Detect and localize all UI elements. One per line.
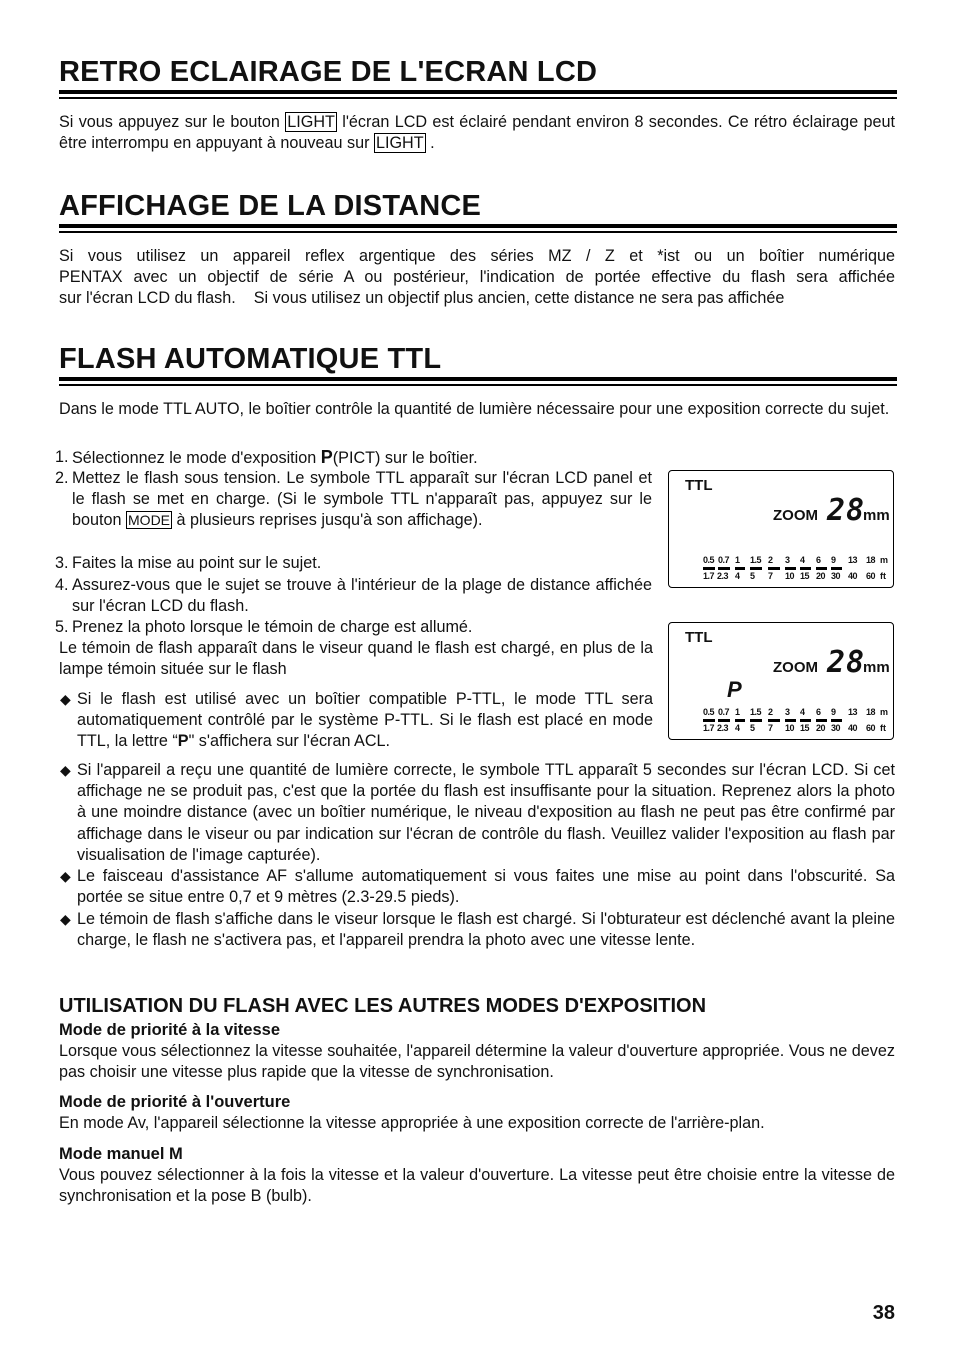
lcd-focal-length: 28 <box>827 645 866 680</box>
charge-note: Le témoin de flash apparaît dans le viseur quand le flash est chargé, en plus de la lampe témoin située sur le flash <box>59 639 653 679</box>
lcd-range-segment <box>768 567 780 570</box>
diamond-bullet-icon: ◆ <box>60 868 71 884</box>
lcd-scale-value: 20 <box>816 723 826 733</box>
lcd-scale-value: 1.5 <box>750 555 762 565</box>
distance-line-3: sur l'écran LCD du flash. Si vous utilisez un objectif plus ancien, cette distance ne sera pas affichée <box>59 289 785 307</box>
light-button-label: LIGHT <box>375 134 424 153</box>
lcd-scale-value: 10 <box>785 723 795 733</box>
light-button-label: LIGHT <box>287 113 335 131</box>
lcd-mm-unit: mm <box>863 507 890 524</box>
title-rule <box>59 231 897 233</box>
lcd-scale-value: 60 <box>866 723 876 733</box>
lcd-range-segment <box>831 719 842 722</box>
step-5: Prenez la photo lorsque le témoin de charge est allumé. <box>72 618 473 636</box>
lcd-range-segment <box>800 567 811 570</box>
lcd-scale-value: 4 <box>800 555 805 565</box>
lcd-scale-value: 0.5 <box>703 555 715 565</box>
lcd-scale-value: 5 <box>750 723 755 733</box>
step-3: Faites la mise au point sur le sujet. <box>72 554 322 572</box>
program-mode-symbol: P <box>320 447 333 467</box>
diamond-bullet-icon: ◆ <box>60 911 71 927</box>
mode-heading-manual: Mode manuel M <box>59 1145 183 1163</box>
step-number: 2. <box>55 469 69 487</box>
lcd-scale-value: 9 <box>831 707 836 717</box>
lcd-zoom-label: ZOOM <box>773 507 818 524</box>
step-1: Sélectionnez le mode d'exposition P(PICT) sur le boîtier. <box>72 447 478 467</box>
lcd-scale-value: 1.5 <box>750 707 762 717</box>
lcd-ttl-indicator: TTL <box>685 629 713 646</box>
step-number: 3. <box>55 554 69 572</box>
step-number: 5. <box>55 618 69 636</box>
lcd-scale-value: 30 <box>831 571 841 581</box>
bullet-pttl: Si le flash est utilisé avec un boîtier compatible P-TTL, le mode TTL sera automatiquement contrôlé par le système P-TTL. Si le flash est placé en mode TTL, la lettre “P" s'affichera sur l'écran ACL. <box>77 690 653 751</box>
lcd-ttl-indicator: TTL <box>685 477 713 494</box>
step-number: 4. <box>55 576 69 594</box>
mode-text-manual: Vous pouvez sélectionner à la fois la vitesse et la valeur d'ouverture. La vitesse peut être choisie entre la vitesse de synchronisation et la pose B (bulb). <box>59 1166 895 1206</box>
lcd-scale-value: 1.7 <box>703 723 715 733</box>
step-2: Mettez le flash sous tension. Le symbole TTL apparaît sur l'écran LCD panel et le flash se met en charge. (Si le symbole TTL n'apparaît pas, appuyez sur le bouton MODE à plusieurs reprises jusqu'à son affichage). <box>72 469 652 530</box>
lcd-range-segment <box>785 719 796 722</box>
lcd-scale-value: 2 <box>768 555 773 565</box>
section-title-backlight: RETRO ECLAIRAGE DE L'ECRAN LCD <box>59 56 598 88</box>
distance-line-2: PENTAX avec un objectif de série A ou postérieur, l'indication de portée effective du flash sera affichée <box>59 268 895 286</box>
mode-text-shutter: Lorsque vous sélectionnez la vitesse souhaitée, l'appareil détermine la valeur d'ouverture appropriée. Vous ne devez pas choisir une vitesse plus rapide que la vitesse de synchronisation. <box>59 1042 895 1082</box>
lcd-mm-unit: mm <box>863 659 890 676</box>
lcd-range-segment <box>800 719 811 722</box>
lcd-panel-ttl <box>668 470 894 588</box>
section-title-distance: AFFICHAGE DE LA DISTANCE <box>59 190 482 222</box>
lcd-scale-value: 0.7 <box>718 555 730 565</box>
subsection-title-other-modes: UTILISATION DU FLASH AVEC LES AUTRES MODES D'EXPOSITION <box>59 995 707 1017</box>
lcd-scale-value: 2 <box>768 707 773 717</box>
lcd-scale-value: 40 <box>848 723 858 733</box>
title-rule <box>59 377 897 381</box>
lcd-scale-value: 3 <box>785 707 790 717</box>
title-rule <box>59 97 897 99</box>
lcd-scale-value: 5 <box>750 571 755 581</box>
lcd-scale-value: 7 <box>768 723 773 733</box>
distance-line-1: Si vous utilisez un appareil reflex argentique des séries MZ / Z et *ist ou un boîtier numérique <box>59 247 895 265</box>
lcd-scale-unit: m <box>880 707 889 717</box>
lcd-range-segment <box>816 719 827 722</box>
lcd-scale-value: 15 <box>800 723 810 733</box>
lcd-range-bar <box>703 719 843 722</box>
lcd-scale-value: 0.7 <box>718 707 730 717</box>
lcd-range-segment <box>831 567 842 570</box>
diamond-bullet-icon: ◆ <box>60 762 71 778</box>
lcd-range-bar <box>703 567 843 570</box>
lcd-range-segment <box>785 567 796 570</box>
lcd-scale-value: 2.3 <box>717 571 729 581</box>
lcd-scale-value: 10 <box>785 571 795 581</box>
lcd-scale-value: 6 <box>816 707 821 717</box>
diamond-bullet-icon: ◆ <box>60 691 71 707</box>
lcd-range-segment <box>735 567 745 570</box>
lcd-p-indicator: P <box>727 677 742 702</box>
lcd-range-segment <box>703 719 715 722</box>
lcd-scale-value: 18 <box>866 707 876 717</box>
title-rule <box>59 384 897 386</box>
lcd-scale-value: 6 <box>816 555 821 565</box>
title-rule <box>59 224 897 228</box>
mode-text-aperture: En mode Av, l'appareil sélectionne la vitesse appropriée à une exposition correcte de l'arrière-plan. <box>59 1114 765 1132</box>
step-number: 1. <box>55 448 69 466</box>
lcd-scale-value: 4 <box>735 571 740 581</box>
lcd-scale-value: 7 <box>768 571 773 581</box>
lcd-scale-value: 1 <box>735 707 740 717</box>
lcd-scale-value: 1 <box>735 555 740 565</box>
lcd-range-segment <box>735 719 745 722</box>
lcd-scale-value: 13 <box>848 707 858 717</box>
lcd-scale-value: 4 <box>735 723 740 733</box>
lcd-scale-value: 13 <box>848 555 858 565</box>
bullet-charge-indicator: Le témoin de flash s'affiche dans le viseur lorsque le flash est chargé. Si l'obturateur est déclenché avant la pleine charge, le flash ne s'activera pas, et l'appareil prendra la photo avec une vitesse lente. <box>77 910 895 950</box>
step-4: Assurez-vous que le sujet se trouve à l'intérieur de la plage de distance affichée sur l'écran LCD du flash. <box>72 576 652 616</box>
lcd-scale-value: 0.5 <box>703 707 715 717</box>
lcd-range-segment <box>768 719 780 722</box>
lcd-focal-length: 28 <box>827 493 866 528</box>
lcd-zoom-label: ZOOM <box>773 659 818 676</box>
backlight-paragraph: Si vous appuyez sur le bouton LIGHT l'écran LCD est éclairé pendant environ 8 secondes. Ce rétro éclairage peut être interrompu en appuyant à nouveau sur LIGHT . <box>59 113 896 153</box>
lcd-range-segment <box>703 567 715 570</box>
page-number: 38 <box>872 1302 895 1324</box>
lcd-scale-value: 15 <box>800 571 810 581</box>
lcd-range-segment <box>750 567 762 570</box>
lcd-range-segment <box>718 567 730 570</box>
bullet-exposure: Si l'appareil a reçu une quantité de lumière correcte, le symbole TTL apparaît 5 secondes sur l'écran LCD. Si cet affichage ne se produit pas, c'est que la portée du flash est insuffisante pour la situation. Reprenez alors la photo à une moindre distance (avec un boîtier numérique, le niveau d'exposition au flash ne peut pas être confirmé par affichage dans le viseur ou par indication sur l'écran de contrôle du flash. Veuillez valider l'exposition au flash par visualisation de l'image capturée). <box>77 761 895 864</box>
lcd-scale-unit: ft <box>880 571 886 581</box>
bullet-af-assist: Le faisceau d'assistance AF s'allume automatiquement si vous faites une mise au point dans l'obscurité. Sa portée se situe entre 0,7 et 9 mètres (2.3-29.5 pieds). <box>77 867 895 907</box>
mode-button-label: MODE <box>128 512 171 529</box>
lcd-scale-value: 30 <box>831 723 841 733</box>
lcd-scale-value: 2.3 <box>717 723 729 733</box>
lcd-scale-unit: m <box>880 555 889 565</box>
lcd-range-segment <box>718 719 730 722</box>
lcd-scale-value: 1.7 <box>703 571 715 581</box>
lcd-scale-value: 40 <box>848 571 858 581</box>
lcd-scale-value: 4 <box>800 707 805 717</box>
mode-heading-shutter: Mode de priorité à la vitesse <box>59 1021 280 1039</box>
section-title-ttl: FLASH AUTOMATIQUE TTL <box>59 343 442 375</box>
ttl-intro: Dans le mode TTL AUTO, le boîtier contrôle la quantité de lumière nécessaire pour une exposition correcte du sujet. <box>59 400 890 418</box>
lcd-scale-value: 60 <box>866 571 876 581</box>
lcd-scale-value: 3 <box>785 555 790 565</box>
lcd-scale-value: 20 <box>816 571 826 581</box>
lcd-scale-value: 9 <box>831 555 836 565</box>
lcd-range-segment <box>816 567 827 570</box>
title-rule <box>59 90 897 94</box>
lcd-range-segment <box>750 719 762 722</box>
lcd-scale-unit: ft <box>880 723 886 733</box>
lcd-scale-value: 18 <box>866 555 876 565</box>
lcd-panel-pttl <box>668 622 894 740</box>
mode-heading-aperture: Mode de priorité à l'ouverture <box>59 1093 291 1111</box>
